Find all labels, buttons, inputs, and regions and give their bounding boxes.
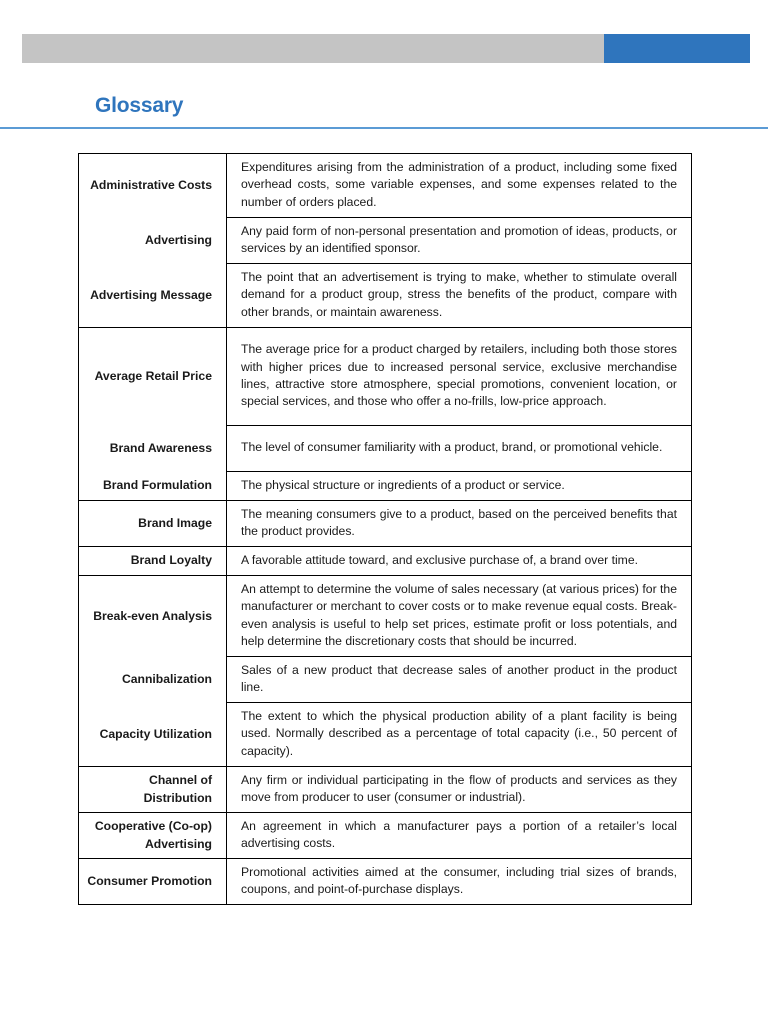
glossary-definition: The average price for a product charged by retailers, including both those stores with higher prices due to increased personal service, exclusive merchandise lines, attractive store atmosphere, special promotions, convenient location, or special services, and those who offer a no-frills, low-price approach. — [227, 328, 692, 426]
glossary-row — [79, 703, 692, 767]
glossary-row — [79, 218, 692, 264]
glossary-term: Break-even Analysis — [79, 576, 227, 657]
glossary-definition: The meaning consumers give to a product, based on the perceived benefits that the product provides. — [227, 501, 692, 547]
glossary-definition: A favorable attitude toward, and exclusive purchase of, a brand over time. — [227, 547, 692, 576]
glossary-term: Cooperative (Co-op) Advertising — [79, 813, 227, 859]
glossary-row — [79, 154, 692, 218]
glossary-table — [78, 153, 692, 905]
title-divider — [0, 127, 768, 129]
glossary-row — [79, 426, 692, 472]
glossary-term: Advertising — [79, 218, 227, 264]
glossary-definition: An agreement in which a manufacturer pays a portion of a retailer’s local advertising costs. — [227, 813, 692, 859]
glossary-term: Cannibalization — [79, 657, 227, 703]
glossary-term: Brand Image — [79, 501, 227, 547]
glossary-definition: Any paid form of non-personal presentation and promotion of ideas, products, or services by an identified sponsor. — [227, 218, 692, 264]
glossary-definition: An attempt to determine the volume of sales necessary (at various prices) for the manufacturer or merchant to cover costs or to make revenue equal costs. Break-even analysis is useful to help set prices, estimate profit or loss potentials, and help determine the discretionary costs that should be incurred. — [227, 576, 692, 657]
glossary-term: Average Retail Price — [79, 328, 227, 426]
glossary-definition: The point that an advertisement is trying to make, whether to stimulate overall demand for a product group, stress the benefits of the product, compare with other brands, or maintain awareness. — [227, 264, 692, 328]
glossary-definition: The physical structure or ingredients of a product or service. — [227, 472, 692, 501]
glossary-term: Consumer Promotion — [79, 859, 227, 905]
glossary-row — [79, 576, 692, 657]
glossary-row — [79, 472, 692, 501]
glossary-term: Administrative Costs — [79, 154, 227, 218]
glossary-term: Brand Formulation — [79, 472, 227, 501]
glossary-definition: The extent to which the physical production ability of a plant facility is being used. Normally described as a percentage of total capacity (i.e., 50 percent of capacity). — [227, 703, 692, 767]
glossary-term: Capacity Utilization — [79, 703, 227, 767]
glossary-definition: Promotional activities aimed at the consumer, including trial sizes of brands, coupons, and point-of-purchase displays. — [241, 864, 677, 896]
glossary-term: Channel of Distribution — [79, 767, 227, 813]
glossary-term: Advertising Message — [79, 264, 227, 328]
glossary-definition: Expenditures arising from the administration of a product, including some fixed overhead costs, some variable expenses, and some expenses related to the number of orders placed. — [227, 154, 692, 218]
glossary-row — [79, 767, 692, 813]
glossary-definition: Sales of a new product that decrease sales of another product in the product line. — [227, 657, 692, 703]
glossary-row — [79, 813, 692, 859]
glossary-row — [79, 501, 692, 547]
glossary-row — [79, 859, 692, 905]
glossary-row — [79, 264, 692, 328]
glossary-definition: Any firm or individual participating in the flow of products and services as they move from producer to user (consumer or industrial). — [227, 767, 692, 813]
glossary-term: Brand Awareness — [79, 426, 227, 472]
glossary-term: Brand Loyalty — [79, 547, 227, 576]
glossary-definition: The level of consumer familiarity with a product, brand, or promotional vehicle. — [227, 426, 692, 472]
glossary-row — [79, 547, 692, 576]
glossary-row — [79, 657, 692, 703]
header-blue-bar — [604, 34, 750, 63]
page-title: Glossary — [95, 94, 184, 117]
glossary-row — [79, 328, 692, 426]
header-gray-bar — [22, 34, 604, 63]
